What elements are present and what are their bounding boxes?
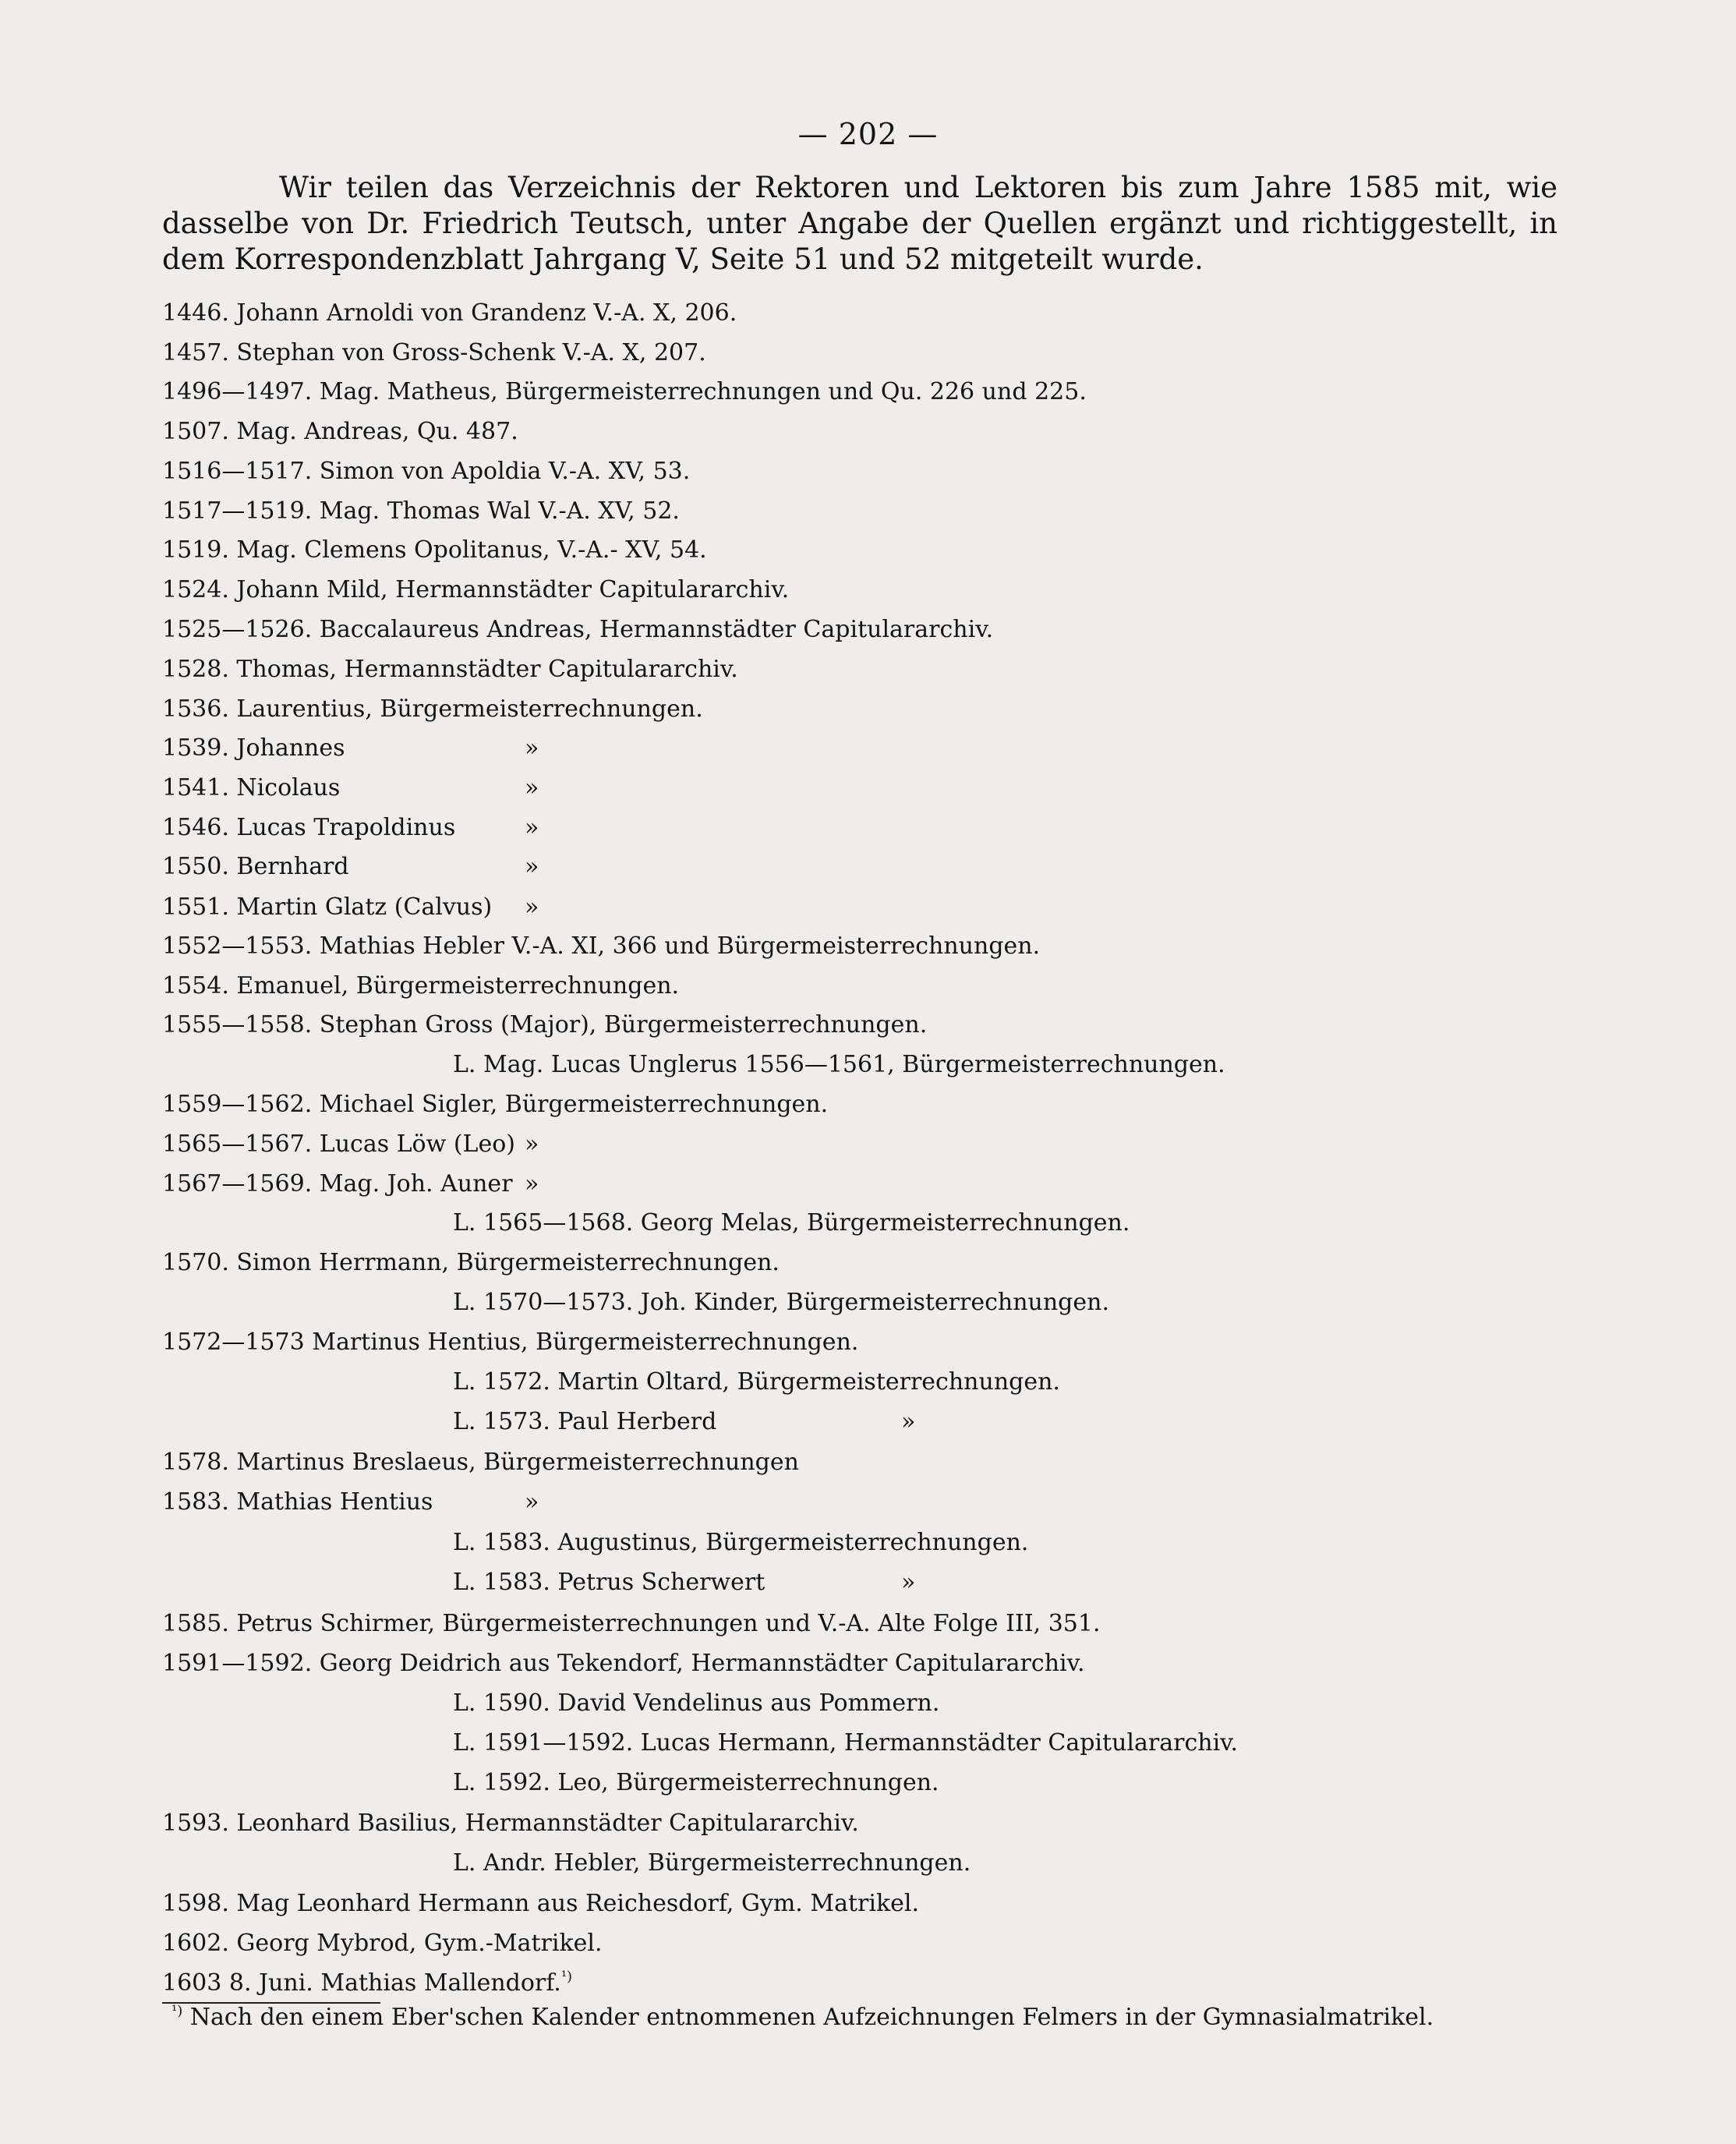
lector-entry (453, 1209, 1130, 1237)
intro-paragraph: Wir teilen das Verzeichnis der Rektoren und Lektoren bis zum Jahre 1585 mit, wie dasselbe von Dr. Friedrich Teutsch, unter Angabe der Quellen ergänzt und richtiggestellt, in dem Korrespondenzblatt Jahrgang V, Seite 51 und 52 mitgeteilt wurde. (162, 171, 1557, 276)
lector-entry (453, 1729, 1238, 1757)
rector-entry (162, 536, 707, 564)
entry-text: 1507. Mag. Andreas, Qu. 487. (162, 418, 518, 445)
rector-entry (162, 497, 680, 525)
footnote-reference: ¹) (560, 1969, 573, 1985)
lector-entry (453, 1689, 939, 1718)
entry-text: 1585. Petrus Schirmer, Bürgermeisterrechnungen und V.-A. Alte Folge III, 351. (162, 1610, 1101, 1637)
ditto-mark: » (525, 1488, 539, 1516)
entry-text: 1536. Laurentius, Bürgermeisterrechnungen. (162, 695, 703, 723)
rector-entry (162, 1130, 539, 1159)
rector-entry (162, 576, 789, 604)
rector-entry (162, 893, 539, 922)
rector-entry (162, 1810, 859, 1838)
entry-text: 1602. Georg Mybrod, Gym.-Matrikel. (162, 1930, 603, 1957)
entry-text: 1457. Stephan von Gross-Schenk V.-A. X, 207. (162, 339, 706, 366)
entry-text: L. 1572. Martin Oltard, Bürgermeisterrechnungen. (453, 1368, 1060, 1396)
entry-text: 1603 8. Juni. Mathias Mallendorf. (162, 1969, 561, 1997)
entry-text: L. 1590. David Vendelinus aus Pommern. (453, 1689, 940, 1717)
ditto-mark: » (525, 1170, 539, 1198)
page-number: — 202 — (797, 117, 939, 151)
entry-text: 1583. Mathias Hentius (162, 1488, 433, 1516)
lector-entry (453, 1529, 1028, 1557)
rector-entry (162, 1969, 572, 1997)
rector-entry (162, 458, 690, 486)
rector-entry (162, 1329, 858, 1357)
rector-entry (162, 1890, 919, 1918)
entry-text: 1446. Johann Arnoldi von Grandenz V.-A. X, 206. (162, 299, 737, 327)
rector-entry (162, 1249, 780, 1277)
rector-entry (162, 1170, 539, 1198)
entry-text: L. Andr. Hebler, Bürgermeisterrechnungen. (453, 1849, 971, 1877)
rector-entry (162, 616, 993, 644)
entry-text: 1591—1592. Georg Deidrich aus Tekendorf, Hermannstädter Capitulararchiv. (162, 1650, 1085, 1677)
entry-text: 1516—1517. Simon von Apoldia V.-A. XV, 53. (162, 458, 691, 485)
lector-entry (453, 1569, 916, 1597)
entry-text: 1519. Mag. Clemens Opolitanus, V.-A.- XV, 54. (162, 536, 707, 564)
rector-entry (162, 1610, 1101, 1638)
rector-entry (162, 695, 703, 724)
ditto-mark: » (525, 814, 539, 841)
rector-entry (162, 774, 539, 802)
rector-entry (162, 418, 518, 446)
ditto-mark: » (525, 734, 539, 762)
entry-text: 1572—1573 Martinus Hentius, Bürgermeisterrechnungen. (162, 1329, 859, 1356)
entry-text: L. 1591—1592. Lucas Hermann, Hermannstädter Capitulararchiv. (453, 1729, 1239, 1757)
footnote-text: Nach den einem Eber'schen Kalender entnommenen Aufzeichnungen Felmers in der Gymnasialmatrikel. (189, 2004, 1434, 2031)
entry-text: 1546. Lucas Trapoldinus (162, 814, 456, 841)
entry-text: L. 1573. Paul Herberd (453, 1408, 717, 1435)
entry-text: 1559—1562. Michael Sigler, Bürgermeisterrechnungen. (162, 1091, 829, 1118)
lector-entry (453, 1368, 1060, 1396)
entry-text: 1554. Emanuel, Bürgermeisterrechnungen. (162, 972, 680, 999)
entry-text: L. Mag. Lucas Unglerus 1556—1561, Bürgermeisterrechnungen. (453, 1051, 1225, 1078)
ditto-mark: » (525, 1130, 539, 1158)
entry-text: 1524. Johann Mild, Hermannstädter Capitulararchiv. (162, 576, 790, 603)
rector-entry (162, 734, 539, 762)
rector-entry (162, 656, 738, 684)
rector-entry (162, 1930, 603, 1958)
ditto-mark: » (525, 853, 539, 880)
entry-text: 1496—1497. Mag. Matheus, Bürgermeisterrechnungen und Qu. 226 und 225. (162, 378, 1087, 405)
entry-text: 1555—1558. Stephan Gross (Major), Bürgermeisterrechnungen. (162, 1011, 928, 1038)
lector-entry (453, 1408, 916, 1436)
ditto-mark: » (525, 893, 539, 921)
entry-text: L. 1583. Petrus Scherwert (453, 1569, 765, 1596)
entry-text: L. 1570—1573. Joh. Kinder, Bürgermeisterrechnungen. (453, 1289, 1109, 1316)
ditto-mark: » (901, 1569, 916, 1596)
entry-text: 1567—1569. Mag. Joh. Auner (162, 1170, 513, 1198)
rector-entry (162, 1449, 799, 1477)
entry-text: 1528. Thomas, Hermannstädter Capitulararchiv. (162, 656, 738, 683)
rector-entry (162, 972, 679, 1000)
rector-entry (162, 932, 1040, 961)
rector-entry (162, 299, 737, 327)
entry-text: 1565—1567. Lucas Löw (Leo) (162, 1130, 515, 1158)
rector-entry (162, 814, 539, 842)
entry-text: 1570. Simon Herrmann, Bürgermeisterrechnungen. (162, 1249, 780, 1276)
lector-entry (453, 1289, 1109, 1317)
entry-text: 1578. Martinus Breslaeus, Bürgermeisterrechnungen (162, 1449, 799, 1476)
ditto-mark: » (901, 1408, 916, 1435)
entry-text: L. 1565—1568. Georg Melas, Bürgermeisterrechnungen. (453, 1209, 1130, 1237)
entry-text: 1551. Martin Glatz (Calvus) (162, 893, 493, 921)
rector-entry (162, 378, 1087, 406)
rector-entry (162, 1650, 1085, 1678)
footnote-marker: ¹) (171, 2003, 183, 2019)
entry-text: 1541. Nicolaus (162, 774, 341, 801)
rector-entry (162, 1091, 828, 1119)
lector-entry (453, 1849, 971, 1877)
entry-text: 1517—1519. Mag. Thomas Wal V.-A. XV, 52. (162, 497, 680, 525)
rector-entry (162, 853, 539, 881)
entry-text: 1598. Mag Leonhard Hermann aus Reichesdorf, Gym. Matrikel. (162, 1890, 920, 1917)
entry-text: 1539. Johannes (162, 734, 345, 762)
footnote (171, 2004, 1434, 2032)
ditto-mark: » (525, 774, 539, 801)
lector-entry (453, 1769, 939, 1797)
entry-text: 1550. Bernhard (162, 853, 349, 880)
entry-text: L. 1592. Leo, Bürgermeisterrechnungen. (453, 1769, 939, 1796)
rector-entry (162, 1488, 539, 1516)
entry-text: 1552—1553. Mathias Hebler V.-A. XI, 366 und Bürgermeisterrechnungen. (162, 932, 1041, 960)
rector-entry (162, 339, 706, 367)
entry-text: L. 1583. Augustinus, Bürgermeisterrechnungen. (453, 1529, 1029, 1556)
rector-entry (162, 1011, 927, 1039)
lector-entry (453, 1051, 1225, 1079)
entry-text: 1525—1526. Baccalaureus Andreas, Hermannstädter Capitulararchiv. (162, 616, 994, 643)
entry-text: 1593. Leonhard Basilius, Hermannstädter Capitulararchiv. (162, 1810, 859, 1837)
